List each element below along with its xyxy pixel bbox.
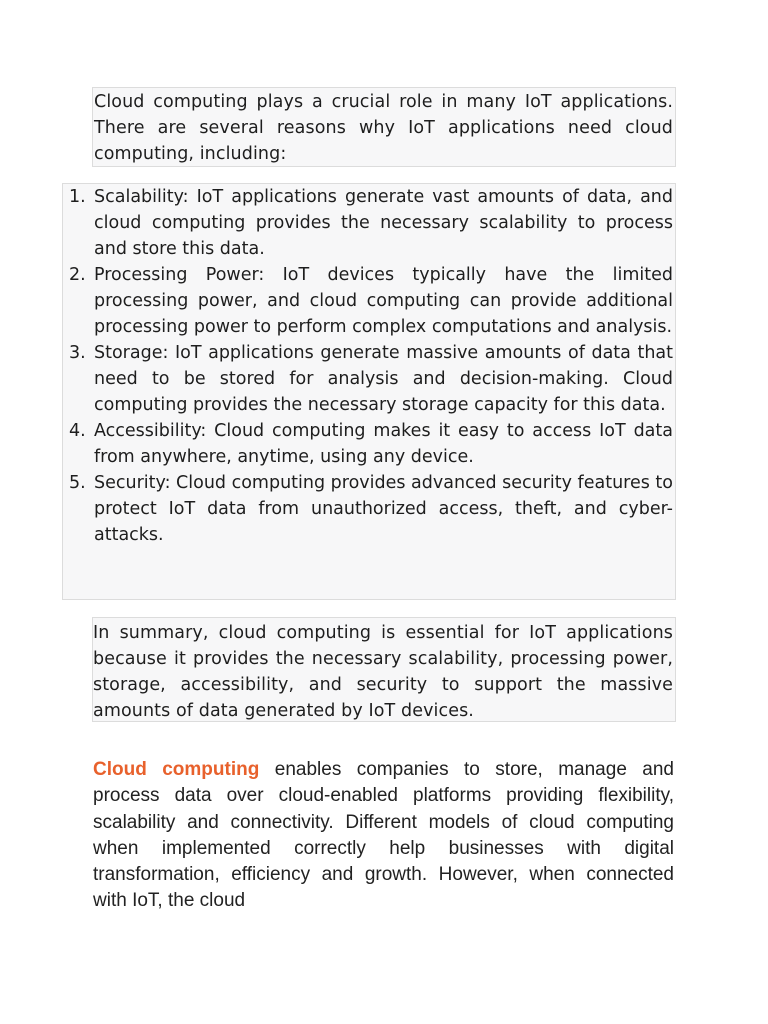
- intro-paragraph: Cloud computing plays a crucial role in many IoT applications. There are several reasons why IoT applications need cloud computing, including:: [94, 92, 673, 164]
- list-item-number: 5.: [69, 473, 86, 493]
- list-item-text: Scalability: IoT applications generate vast amounts of data, and cloud computing provides the necessary scalability to process and store this data.: [94, 187, 673, 259]
- list-item-number: 4.: [69, 421, 86, 441]
- list-item-text: Security: Cloud computing provides advanced security features to protect IoT data from unauthorized access, theft, and cyber-attacks.: [94, 473, 673, 545]
- list-item: [63, 184, 675, 262]
- summary-paragraph: In summary, cloud computing is essential for IoT applications because it provides the necessary scalability, processing power, storage, accessibility, and security to support the massive amounts of data generated by IoT devices.: [93, 623, 673, 721]
- list-item: [63, 340, 675, 418]
- cloud-computing-highlight: Cloud computing: [93, 759, 260, 780]
- list-item: [63, 262, 675, 340]
- list-item-number: 2.: [69, 265, 86, 285]
- body-paragraph: [93, 757, 674, 915]
- body-paragraph-text: enables companies to store, manage and process data over cloud-enabled platforms providing flexibility, scalability and connectivity. Different models of cloud computing when implemented correctly help businesses with digital transformation, efficiency and growth. However, when connected with IoT, the cloud: [93, 759, 674, 912]
- list-item: [63, 418, 675, 470]
- intro-box: [92, 87, 676, 167]
- reasons-list-box: [62, 183, 676, 600]
- list-item-text: Storage: IoT applications generate massive amounts of data that need to be stored for analysis and decision-making. Cloud computing provides the necessary storage capacity for this data.: [94, 343, 673, 415]
- list-item-number: 1.: [69, 187, 86, 207]
- list-item-text: Processing Power: IoT devices typically have the limited processing power, and cloud computing can provide additional processing power to perform complex computations and analysis.: [94, 265, 673, 337]
- reasons-list: [63, 184, 675, 548]
- list-item-number: 3.: [69, 343, 86, 363]
- summary-box: [92, 617, 676, 722]
- list-item-text: Accessibility: Cloud computing makes it easy to access IoT data from anywhere, anytime, using any device.: [94, 421, 673, 467]
- list-item: [63, 470, 675, 548]
